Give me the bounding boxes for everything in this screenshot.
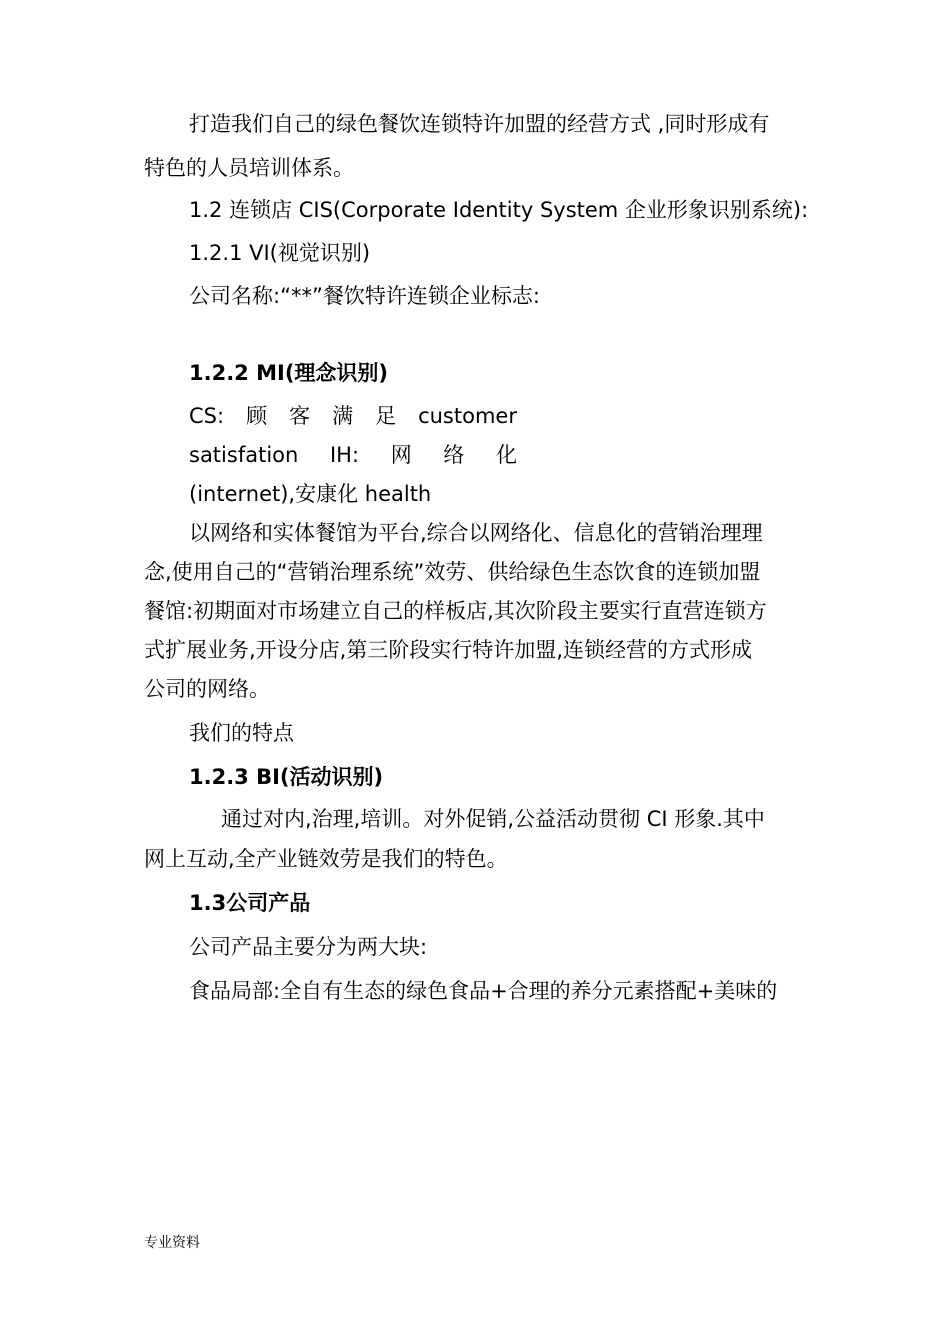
mi-row-1-word: 满 [332, 404, 354, 428]
food-section-line: 食品局部:全自有生态的绿色食品+合理的养分元素搭配+美味的 [189, 979, 778, 1003]
section-heading-1-3: 1.3公司产品 [189, 891, 311, 915]
section-heading-1-2-1: 1.2.1 VI(视觉识别) [189, 241, 371, 265]
section-heading-1-2-3: 1.2.3 BI(活动识别) [189, 765, 384, 789]
products-intro-line: 公司产品主要分为两大块: [189, 935, 428, 959]
paragraph-1-line-2: 特色的人员培训体系。 [144, 156, 354, 180]
section-heading-1-2-2: 1.2.2 MI(理念识别) [189, 361, 389, 385]
mi-row-1-word: customer [418, 404, 517, 428]
paragraph-2-line-2: 念,使用自己的“营销治理系统”效劳、供给绿色生态饮食的连锁加盟 [144, 560, 761, 584]
mi-row-2-word: 化 [496, 443, 517, 467]
paragraph-2-line-5: 公司的网络。 [144, 677, 270, 701]
page-footer-label: 专业资料 [144, 1235, 200, 1251]
section-heading-1-2: 1.2 连锁店 CIS(Corporate Identity System 企业形象识别系统): [189, 198, 809, 222]
mi-row-1-word: 足 [375, 404, 397, 428]
mi-row-1-word: 顾 [246, 404, 268, 428]
paragraph-1-line-1: 打造我们自己的绿色餐饮连锁特许加盟的经营方式 ,同时形成有 [189, 112, 770, 136]
mi-row-1-word: 客 [289, 404, 311, 428]
paragraph-2-line-1: 以网络和实体餐馆为平台,综合以网络化、信息化的营销治理理 [189, 521, 763, 545]
paragraph-3-line-1: 通过对内,治理,培训。对外促销,公益活动贯彻 CI 形象.其中 [221, 807, 765, 831]
mi-row-2-word: IH: [329, 443, 360, 467]
mi-row-2 [189, 441, 517, 469]
paragraph-3-line-2: 网上互动,全产业链效劳是我们的特色。 [144, 847, 508, 871]
mi-row-2-word: 网 [390, 443, 412, 467]
our-features-line: 我们的特点 [189, 721, 294, 745]
paragraph-2-line-3: 餐馆:初期面对市场建立自己的样板店,其次阶段主要实行直营连锁方 [144, 599, 767, 623]
company-name-line: 公司名称:“**”餐饮特许连锁企业标志: [189, 284, 540, 308]
mi-row-1-word: CS: [189, 404, 225, 428]
mi-row-3: (internet),安康化 health [189, 482, 432, 506]
mi-row-2-word: satisfation [189, 443, 299, 467]
mi-row-2-word: 络 [443, 443, 465, 467]
mi-row-1 [189, 402, 517, 430]
paragraph-2-line-4: 式扩展业务,开设分店,第三阶段实行特许加盟,连锁经营的方式形成 [144, 638, 753, 662]
